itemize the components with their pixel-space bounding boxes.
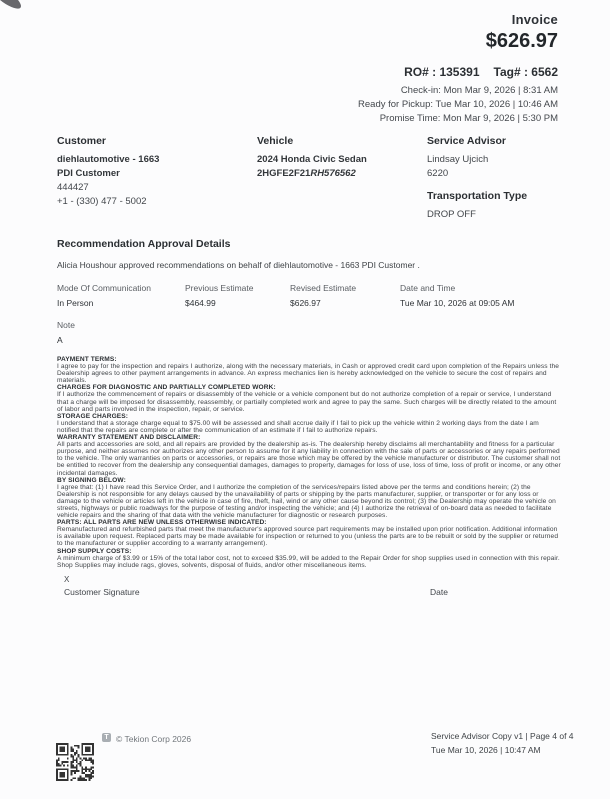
service-advisor-section [427, 135, 599, 222]
table-cell-revised-estimate: $626.97 [290, 298, 321, 308]
terms-heading: WARRANTY STATEMENT AND DISCLAIMER: [57, 434, 201, 442]
table-cell-mode: In Person [57, 298, 94, 308]
ready-for-pickup-time: Ready for Pickup: Tue Mar 10, 2026 | 10:46 AM [358, 99, 558, 110]
terms-heading: PARTS: ALL PARTS ARE NEW UNLESS OTHERWISE INDICATED: [57, 519, 267, 527]
tekion-logo-icon: T [102, 733, 111, 742]
terms-section-by-signing [57, 477, 562, 520]
table-header-mode: Mode Of Communication [57, 283, 152, 293]
terms-heading: PAYMENT TERMS: [57, 356, 117, 363]
footer-page-info [431, 730, 574, 757]
ro-number: RO# : 135391 [404, 65, 480, 79]
service-advisor-name: Lindsay Ujcich [427, 154, 489, 165]
customer-type: PDI Customer [57, 168, 120, 179]
vehicle-vin [257, 167, 425, 181]
vehicle-model: 2024 Honda Civic Sedan [257, 154, 367, 165]
terms-section-shop-supply [57, 548, 562, 569]
service-advisor-id: 6220 [427, 168, 449, 179]
terms-heading: BY SIGNING BELOW: [57, 476, 126, 484]
terms-body: A minimum charge of $3.99 or 15% of the total labor cost, not to exceed $35.99, will be added to the Repair Order for shop supplies used in connection with this repair. Shop Supplies may include rags, gloves, solvents, disposal of fluids, and/or other miscellaneous items. [57, 554, 560, 569]
service-advisor-heading: Service Advisor [427, 135, 506, 147]
terms-section-warranty [57, 434, 562, 477]
ro-tag-line [358, 65, 558, 79]
terms-heading: CHARGES FOR DIAGNOSTIC AND PARTIALLY COMPLETED WORK: [57, 384, 276, 392]
customer-signature-label: Customer Signature [64, 587, 140, 597]
recommendation-heading: Recommendation Approval Details [57, 238, 231, 250]
vehicle-section [257, 135, 425, 181]
tag-number: Tag# : 6562 [493, 65, 558, 79]
vin-prefix: 2HGFE2F21 [257, 168, 311, 179]
check-in-time: Check-in: Mon Mar 9, 2026 | 8:31 AM [400, 85, 558, 96]
terms-and-conditions [57, 356, 562, 569]
transportation-type-heading: Transportation Type [427, 190, 528, 202]
terms-section-storage-charges [57, 413, 562, 434]
terms-body: All parts and accessories are sold, and all repairs are provided by the dealership as-is. The dealership hereby disclaims all merchantability and fitness for a particular purpose, and neither assumes nor authorizes any other person to assume for it any liability in connection with the sale of parts or accessories or any repairs performed to the vehicle. The only warranties on parts or accessories, or repairs are those which may be offered by the vehicle manufacturer or distributor. The customer shall not be entitled to recover from the dealership any consequential damages, damages to property, damages for loss of use, loss of time, loss of profit or income, or any other incidental damages. [57, 441, 561, 477]
table-cell-date-time: Tue Mar 10, 2026 at 09:05 AM [400, 298, 515, 308]
customer-id: 444427 [57, 182, 89, 193]
promise-time: Promise Time: Mon Mar 9, 2026 | 5:30 PM [379, 113, 558, 124]
copy-version-page: Service Advisor Copy v1 | Page 4 of 4 [431, 731, 574, 741]
approval-text: Alicia Houshour approved recommendations on behalf of diehlautomotive - 1663 PDI Customer . [57, 260, 420, 270]
copyright-text: © Tekion Corp 2026 [116, 734, 192, 744]
terms-heading: STORAGE CHARGES: [57, 412, 129, 420]
scan-artifact [0, 0, 24, 12]
recommendation-approval-section [57, 238, 562, 345]
vehicle-heading: Vehicle [257, 135, 294, 147]
signature-x-mark: X [64, 575, 70, 584]
qr-code [56, 743, 94, 781]
table-header-previous-estimate: Previous Estimate [185, 283, 254, 293]
customer-heading: Customer [57, 135, 107, 147]
approval-table [57, 283, 562, 308]
terms-section-payment [57, 356, 562, 384]
invoice-title: Invoice [511, 12, 558, 27]
terms-body: I agree to pay for the inspection and repairs I authorize, along with the necessary materials, in Cash or approved credit card upon completion of the Repairs unless the Dealership agrees to other payment arrangements in advance. An express mechanics lien is hereby acknowledged on the vehicle to secure the cost of repairs and materials. [57, 363, 560, 385]
vin-suffix: RH576562 [310, 168, 356, 179]
terms-body: If I authorize the commencement of repairs or disassembly of the vehicle or a vehicle component but do not authorize completion of a repair or service, I understand that a charge will be imposed for disassembly, reassembly, or partially completed work and agree to pay the same. Such charges will be directly related to the amount of labor and parts involved in the inspection, repair, or service. [57, 391, 557, 413]
invoice-header [358, 12, 558, 126]
terms-section-diagnostic-charges [57, 384, 562, 412]
terms-heading: SHOP SUPPLY COSTS: [57, 547, 132, 555]
terms-section-parts [57, 519, 562, 547]
table-header-revised-estimate: Revised Estimate [290, 283, 357, 293]
signature-date-label: Date [430, 587, 448, 597]
customer-phone: +1 - (330) 477 - 5002 [57, 196, 147, 207]
table-cell-previous-estimate: $464.99 [185, 298, 216, 308]
invoice-amount: $626.97 [485, 30, 558, 52]
customer-section [57, 135, 252, 209]
note-label: Note [57, 320, 75, 330]
transportation-type-value: DROP OFF [427, 209, 476, 220]
terms-body: I understand that a storage charge equal to $75.00 will be assessed and shall accrue daily if I fail to pick up the vehicle within 2 working days from the date I am notified that the repairs are complete or after the communication of an estimate if I fail to authorize repairs. [57, 419, 539, 434]
customer-name: diehlautomotive - 1663 [57, 154, 160, 165]
note-value: A [57, 335, 63, 345]
table-header-date-time: Date and Time [400, 283, 456, 293]
printed-timestamp: Tue Mar 10, 2026 | 10:47 AM [431, 744, 541, 755]
terms-body: Remanufactured and refurbished parts that meet the manufacturer's approved source part requirements may be installed upon prior notification. Additional information is available upon request. Replaced parts may be made available for inspection or returned to you (unless the parts are to be rebuilt or sold by the supplier or returned to the manufacturer or supplier according to a warranty arrangement). [57, 526, 559, 548]
terms-body: I agree that: (1) I have read this Service Order, and I authorize the completion of the services/repairs listed above per the terms and conditions herein; (2) the Dealership is not responsible for any delays caused by the unavailability of parts or shipping by the parts manufacturer, supplier, or transporter or for any loss or damage to the vehicle or articles left in the vehicle in case of fire, theft, hail, wind or any other cause beyond its control; (3) the Dealership may operate the vehicle on streets, highways or public roadways for the purpose of testing and/or inspecting the vehicle; and (4) I authorize the retrieval of on-board data as needed to facilitate vehicle repairs and the sharing of that data with the vehicle manufacturer for diagnostic or research purposes. [57, 483, 556, 520]
